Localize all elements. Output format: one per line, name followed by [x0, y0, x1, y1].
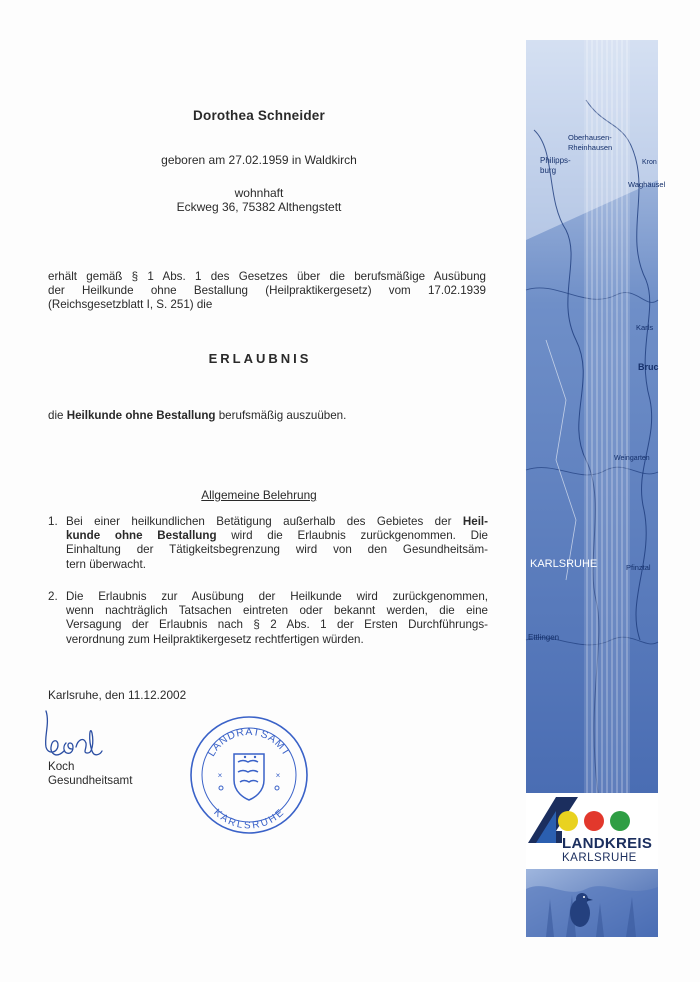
- place-and-date: Karlsruhe, den 11.12.2002: [48, 688, 187, 702]
- residence-address: Eckweg 36, 75382 Althengstett: [176, 200, 342, 214]
- signer-office: Gesundheitsamt: [48, 774, 133, 787]
- legal-basis-line: der Heilkunde ohne Bestallung (Heilpraktikergesetz) vom 17.02.1939: [48, 284, 486, 297]
- map-label: Karls: [636, 323, 654, 332]
- residence-label: wohnhaft: [234, 186, 284, 200]
- permission-title: ERLAUBNIS: [208, 351, 312, 366]
- handwritten-signature: [36, 703, 106, 765]
- birth-info: geboren am 27.02.1959 in Waldkirch: [161, 153, 357, 167]
- bird-photo-graphic: [526, 869, 658, 937]
- permission-prefix: die: [48, 409, 67, 422]
- map-label: Bruc: [638, 362, 659, 372]
- instruction-line: verordnung zum Heilpraktikergesetz rechtfertigen würden.: [66, 632, 364, 646]
- map-label: burg: [540, 166, 557, 175]
- map-label: Waghäusel: [628, 180, 666, 189]
- map-label: Kron: [642, 159, 657, 166]
- legal-basis-line: (Reichsgesetzblatt I, S. 251) die: [48, 298, 213, 311]
- instruction-number: 2.: [48, 590, 58, 603]
- map-label: Weingarten: [614, 455, 650, 462]
- seal-top-text: LANDRATSAMT: [205, 725, 293, 759]
- map-label: Ettlingen: [528, 633, 560, 642]
- map-decoration-band: [526, 40, 666, 793]
- svg-text:×: ×: [217, 771, 223, 780]
- map-label: KARLSRUHE: [530, 558, 598, 570]
- instruction-line: Die Erlaubnis zur Ausübung der Heilkunde wird zurückgenommen,: [66, 590, 488, 603]
- bird-photo-band: [526, 869, 658, 937]
- official-seal: [188, 714, 310, 836]
- legal-basis-line: erhält gemäß § 1 Abs. 1 des Gesetzes über die berufsmäßige Ausübung: [48, 270, 486, 283]
- regional-map-graphic: [526, 40, 666, 793]
- legal-basis-paragraph: [48, 270, 486, 312]
- district-logo: [526, 793, 658, 869]
- map-label: Philipps-: [540, 156, 571, 165]
- district-brand-city: KARLSRUHE: [562, 852, 637, 864]
- recipient-name: Dorothea Schneider: [193, 108, 325, 123]
- permission-statement: [48, 409, 488, 422]
- seal-bottom-text: KARLSRUHE: [211, 807, 287, 832]
- instruction-line: tern überwacht.: [66, 557, 146, 571]
- instruction-text: wird die Erlaubnis zurückgenommen. Die: [216, 529, 489, 543]
- instruction-bold: kunde ohne Bestallung: [66, 529, 217, 543]
- map-label: Pfinztal: [626, 563, 651, 572]
- instruction-text: Bei einer heilkundlichen Betätigung außerhalb des Gebietes der: [66, 515, 463, 528]
- instructions-heading: Allgemeine Belehrung: [201, 488, 317, 502]
- permission-scope: Heilkunde ohne Bestallung: [66, 409, 216, 422]
- instruction-number: 1.: [48, 515, 58, 528]
- instruction-line: [66, 529, 488, 543]
- permission-suffix: berufsmäßig auszuüben.: [215, 409, 347, 422]
- instruction-bold: Heil-: [462, 515, 488, 528]
- district-brand-name: LANDKREIS: [562, 835, 653, 852]
- map-label: Oberhausen-: [568, 133, 612, 142]
- instruction-line: Versagung der Erlaubnis nach § 2 Abs. 1 der Ersten Durchführungs-: [66, 618, 488, 632]
- instruction-line: wenn nachträglich Tatsachen eintreten oder bekannt werden, die eine: [66, 604, 488, 618]
- instruction-line: [66, 515, 488, 529]
- svg-text:×: ×: [275, 771, 281, 780]
- map-label: Rheinhausen: [568, 143, 613, 152]
- signer-name: Koch: [48, 760, 75, 773]
- svg-text:KARLSRUHE: [211, 807, 286, 831]
- instruction-line: Einhaltung der Tätigkeitsbegrenzung wird von den Gesundheitsäm-: [66, 543, 488, 557]
